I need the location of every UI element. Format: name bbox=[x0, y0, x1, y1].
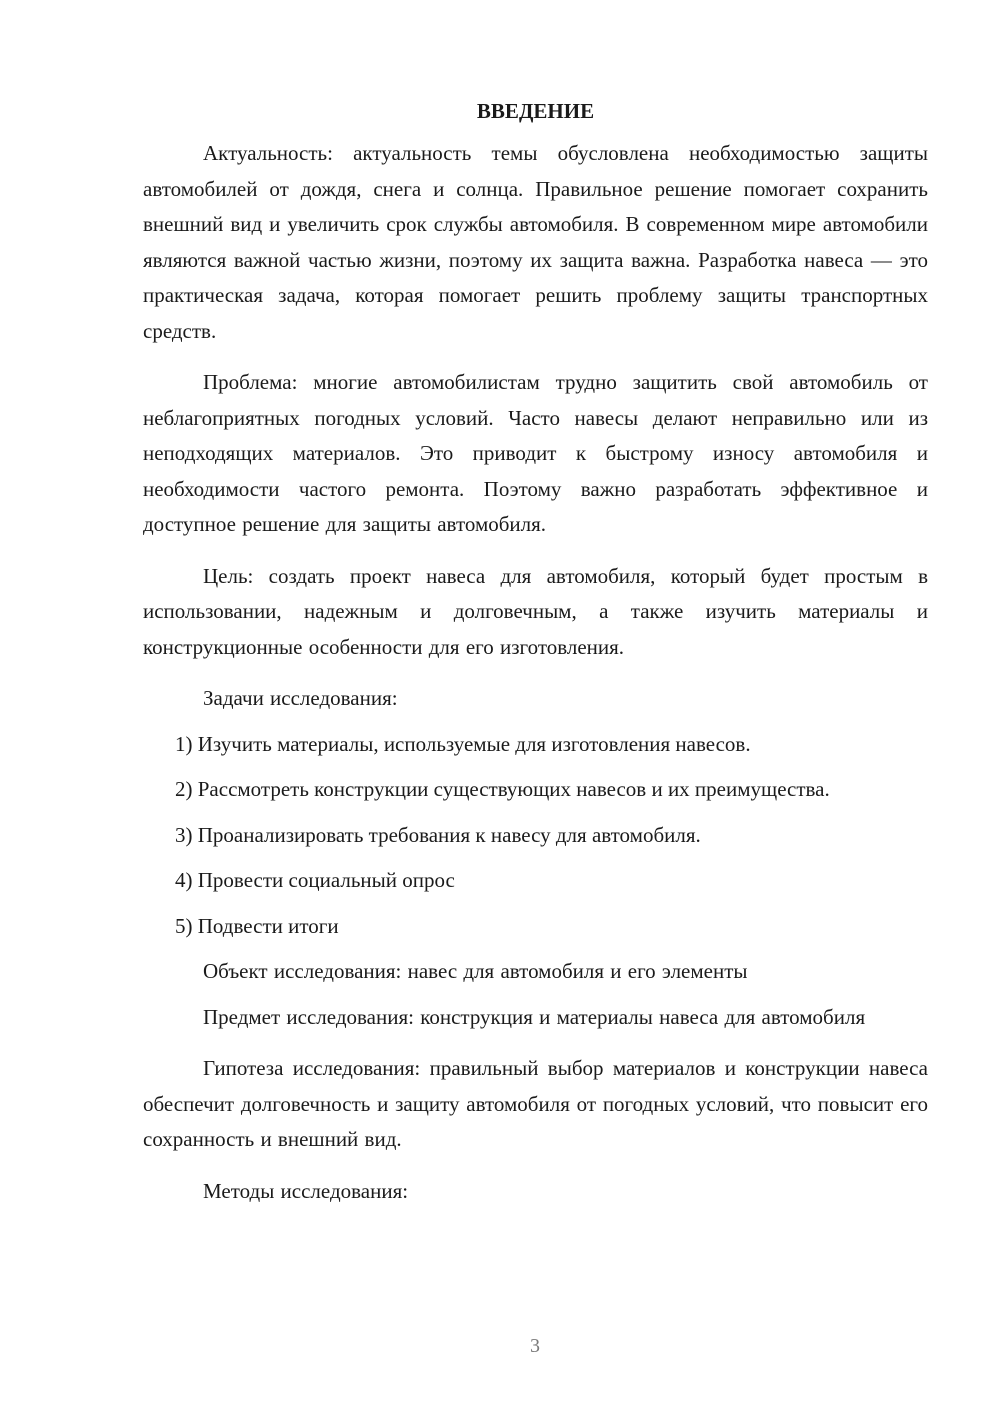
document-page bbox=[143, 96, 928, 1225]
methods-paragraph: Методы исследования: bbox=[203, 1178, 409, 1203]
object-paragraph: Объект исследования: навес для автомобиля и его элементы bbox=[203, 959, 748, 983]
section-heading: ВВЕДЕНИЕ bbox=[476, 99, 595, 123]
tasks-title: Задачи исследования: bbox=[203, 686, 398, 710]
page-number: 3 bbox=[530, 1335, 540, 1357]
task-item-1: 1) Изучить материалы, используемые для изготовления навесов. bbox=[175, 731, 751, 756]
task-item-5: 5) Подвести итоги bbox=[175, 913, 339, 938]
hypothesis-paragraph: Гипотеза исследования: правильный выбор материалов и конструкции навеса обеспечит долговечность и защиту автомобиля от погодных условий, что повысит его сохранность и внешний вид. bbox=[143, 1056, 928, 1151]
problem-paragraph: Проблема: многие автомобилистам трудно защитить свой автомобиль от неблагоприятных погодных условий. Часто навесы делают неправильно или из неподходящих материалов. Это приводит к быстрому износу автомобиля и необходимости частого ремонта. Поэтому важно разработать эффективное и доступное решение для защиты автомобиля. bbox=[143, 370, 928, 536]
task-item-2: 2) Рассмотреть конструкции существующих навесов и их преимущества. bbox=[175, 777, 830, 801]
task-item-4: 4) Провести социальный опрос bbox=[175, 868, 455, 892]
goal-paragraph: Цель: создать проект навеса для автомобиля, который будет простым в использовании, надежным и долговечным, а также изучить материалы и конструкционные особенности для его изготовления. bbox=[143, 563, 928, 659]
relevance-paragraph: Актуальность: актуальность темы обусловлена необходимостью защиты автомобилей от дождя, снега и солнца. Правильное решение помогает сохранить внешний вид и увеличить срок службы автомобиля. В современном мире автомобили являются важной частью жизни, поэтому их защита важна. Разработка навеса — это практическая задача, которая помогает решить проблему защиты транспортных средств. bbox=[143, 141, 928, 343]
task-item-3: 3) Проанализировать требования к навесу для автомобиля. bbox=[175, 822, 701, 847]
subject-paragraph: Предмет исследования: конструкция и материалы навеса для автомобиля bbox=[203, 1004, 866, 1029]
